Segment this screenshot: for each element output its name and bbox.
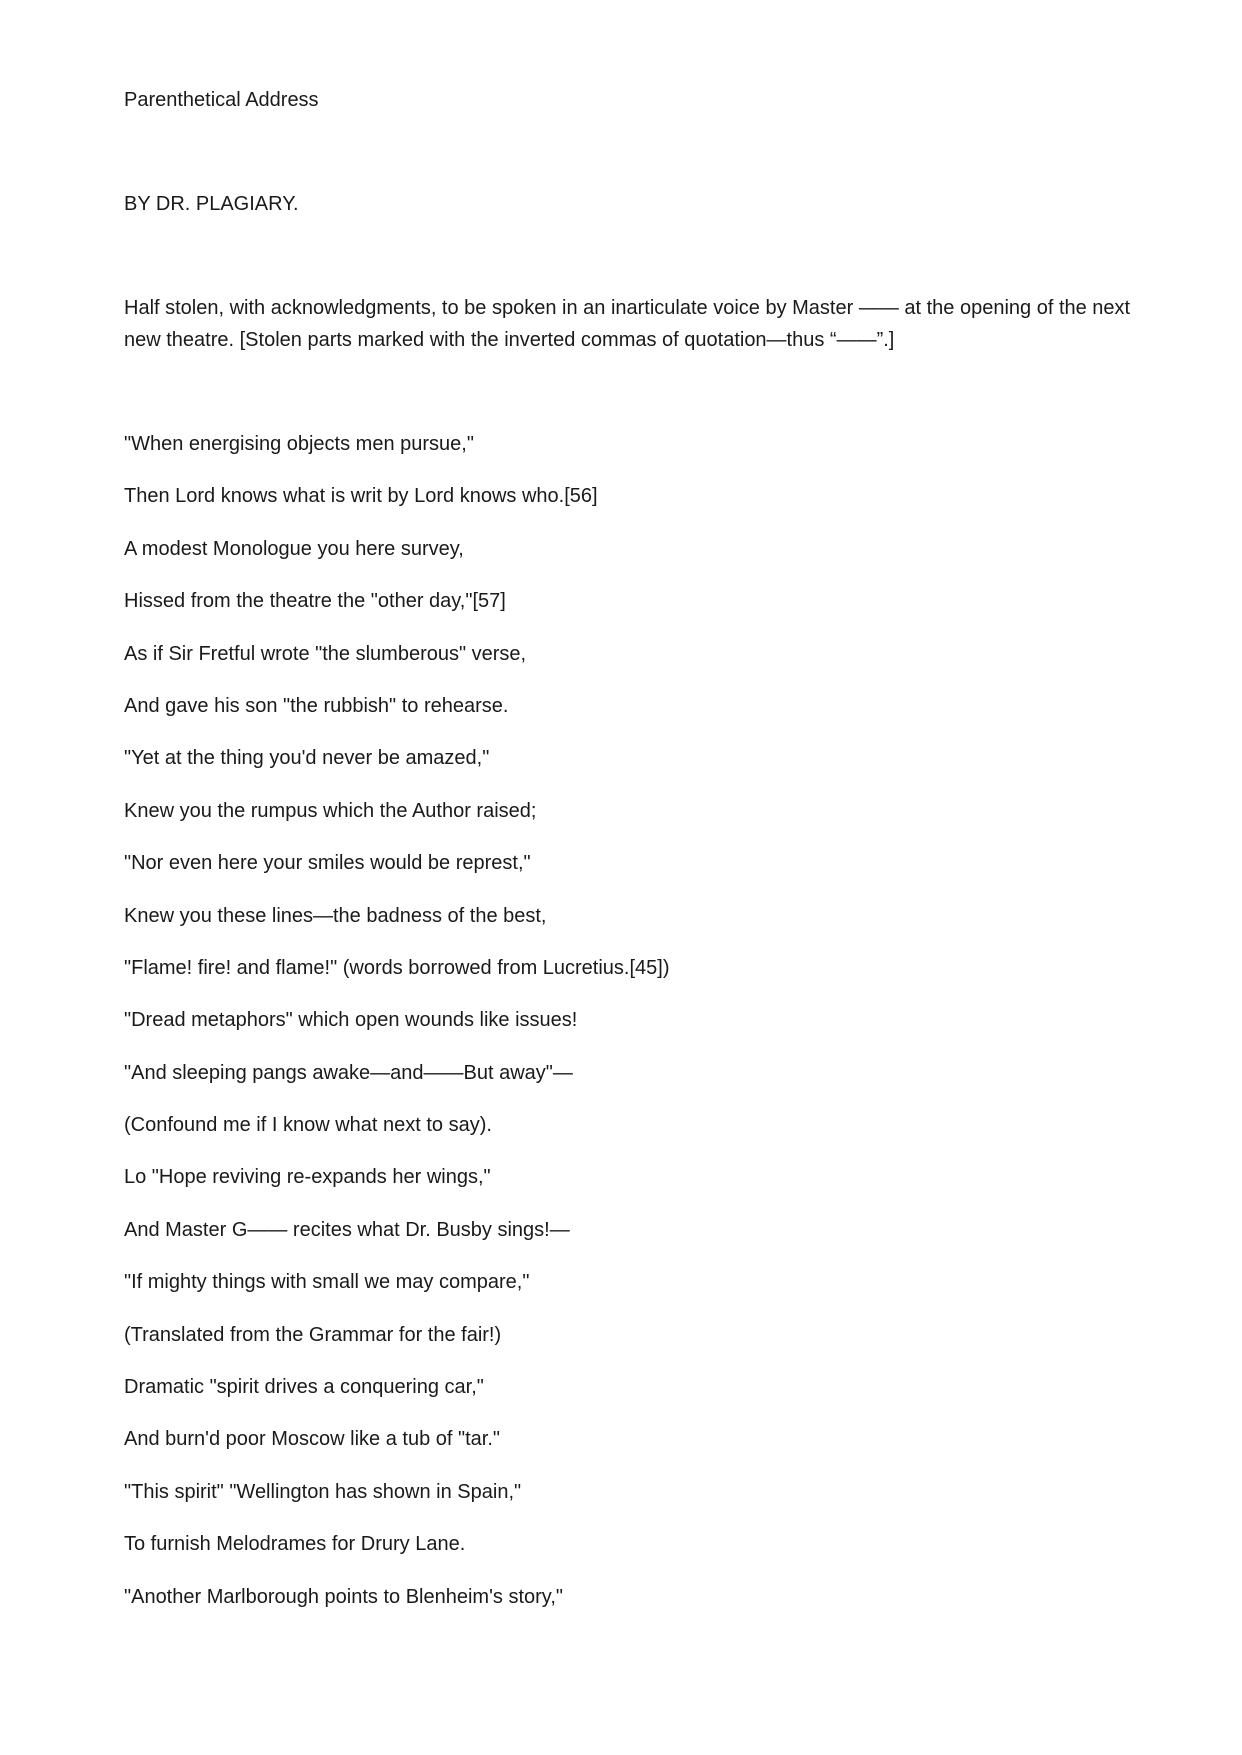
verse-line: (Confound me if I know what next to say). — [124, 1114, 492, 1137]
verse-line: Dramatic "spirit drives a conquering car," — [124, 1376, 484, 1399]
verse-line: "Dread metaphors" which open wounds like issues! — [124, 1009, 578, 1032]
verse-line: "Flame! fire! and flame!" (words borrowed from Lucretius.[45]) — [124, 956, 670, 979]
verse-line: "Another Marlborough points to Blenheim's story," — [124, 1585, 563, 1608]
verse-line: To furnish Melodrames for Drury Lane. — [124, 1533, 466, 1556]
verse-line: "This spirit" "Wellington has shown in Spain," — [124, 1480, 522, 1503]
verse-line: Knew you the rumpus which the Author raised; — [124, 799, 537, 822]
verse-line: "If mighty things with small we may compare," — [124, 1271, 530, 1294]
verse-line: And Master G—— recites what Dr. Busby sings!— — [124, 1218, 570, 1241]
verse-line: (Translated from the Grammar for the fair!) — [124, 1323, 502, 1346]
page-title: Parenthetical Address — [124, 89, 319, 111]
verse-line: Lo "Hope reviving re-expands her wings," — [124, 1166, 491, 1189]
byline: BY DR. PLAGIARY. — [124, 193, 299, 215]
verse-line: And burn'd poor Moscow like a tub of "tar." — [124, 1428, 500, 1451]
verse-line: Knew you these lines—the badness of the best, — [124, 904, 547, 927]
verse-line: And gave his son "the rubbish" to rehearse. — [124, 694, 509, 717]
verse-line: "Yet at the thing you'd never be amazed," — [124, 747, 490, 770]
verse-line: As if Sir Fretful wrote "the slumberous" verse, — [124, 642, 527, 665]
verse-line: "When energising objects men pursue," — [124, 433, 474, 455]
intro-paragraph: Half stolen, with acknowledgments, to be spoken in an inarticulate voice by Master —— at the opening of the next new theatre. [Stolen parts marked with the inverted commas of quotation—thus “——”.] — [124, 297, 1131, 351]
verse-line: "And sleeping pangs awake—and——But away"— — [124, 1061, 573, 1084]
verse-line: A modest Monologue you here survey, — [124, 537, 464, 560]
verse-line: Hissed from the theatre the "other day,"[57] — [124, 590, 506, 613]
verse-lines — [124, 430, 670, 1635]
verse-line: "Nor even here your smiles would be represt," — [124, 852, 531, 875]
verse-line: Then Lord knows what is writ by Lord knows who.[56] — [124, 485, 598, 508]
